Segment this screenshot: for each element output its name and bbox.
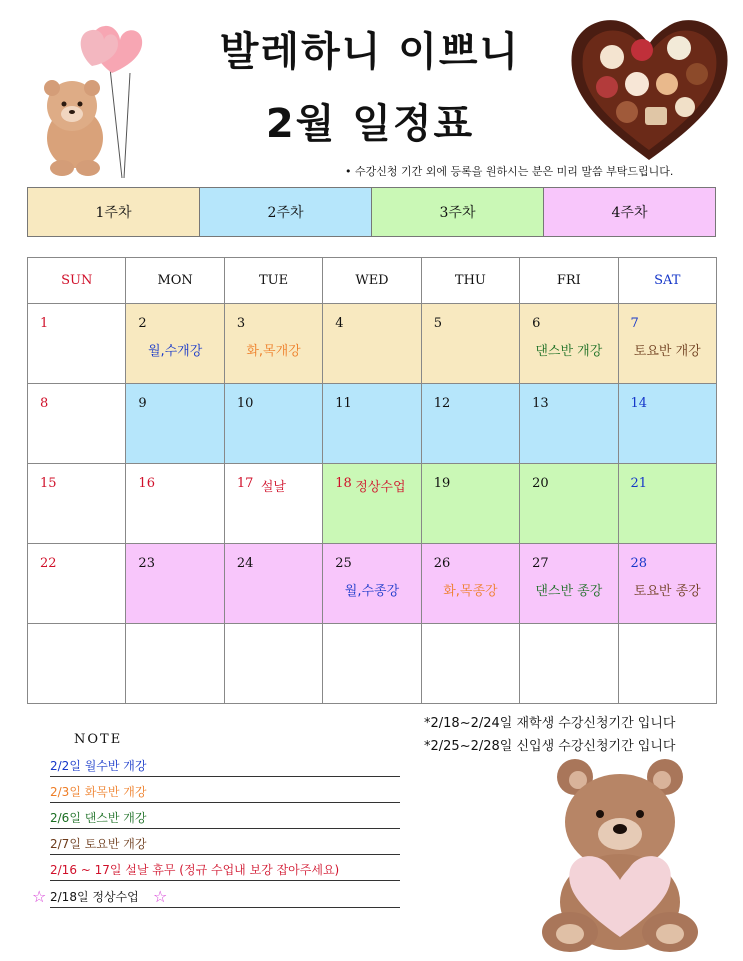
page-subtitle: 2월 일정표 xyxy=(265,101,475,147)
day-cell xyxy=(520,304,618,384)
day-event: 정상수업 xyxy=(355,480,406,495)
day-cell xyxy=(126,464,224,544)
day-cell xyxy=(520,384,618,464)
note-line: 2/7일 토요반 개강 xyxy=(50,834,400,855)
day-number: 19 xyxy=(433,476,451,491)
week-label-2: 2주차 xyxy=(200,188,372,236)
day-event: 토요반 개강 xyxy=(633,344,701,359)
day-number: 25 xyxy=(335,556,352,571)
footnote-returning: *2/18~2/24일 재학생 수강신청기간 입니다 xyxy=(424,716,676,731)
day-cell xyxy=(126,544,224,624)
day-number: 2 xyxy=(138,316,147,331)
footnote-new: *2/25~2/28일 신입생 수강신청기간 입니다 xyxy=(424,739,676,754)
day-event: 월,수개강 xyxy=(147,344,203,359)
day-number: 9 xyxy=(138,396,147,411)
day-number: 7 xyxy=(630,316,639,331)
calendar-week-row xyxy=(28,544,717,624)
chocolate-box-illustration xyxy=(567,12,732,162)
day-number: 15 xyxy=(40,476,57,491)
day-cell xyxy=(520,544,618,624)
day-cell xyxy=(323,304,421,384)
day-cell xyxy=(421,624,519,704)
day-number: 27 xyxy=(532,556,549,571)
day-number: 11 xyxy=(335,396,352,411)
day-cell xyxy=(28,544,126,624)
week-label-4: 4주차 xyxy=(544,188,715,236)
star-icon: ☆ xyxy=(32,887,47,906)
day-cell xyxy=(28,384,126,464)
note-line-last xyxy=(50,887,400,908)
day-number: 12 xyxy=(433,396,451,411)
note-title: NOTE xyxy=(74,732,123,747)
day-event: 설날 xyxy=(260,480,286,495)
calendar-week-row xyxy=(28,464,717,544)
week-label-1: 1주차 xyxy=(28,188,200,236)
day-cell xyxy=(520,464,618,544)
weekday-header: SUN xyxy=(28,258,126,304)
day-number: 17 xyxy=(236,476,254,491)
note-line: 2/2일 월수반 개강 xyxy=(50,756,400,777)
star-icon: ☆ xyxy=(153,887,168,906)
day-cell xyxy=(224,384,322,464)
day-number: 6 xyxy=(532,316,541,331)
day-cell xyxy=(323,624,421,704)
day-cell xyxy=(126,624,224,704)
day-cell xyxy=(126,384,224,464)
day-cell xyxy=(421,464,519,544)
week-label-3: 3주차 xyxy=(372,188,544,236)
note-text: 2/18일 정상수업 xyxy=(50,890,139,904)
day-cell xyxy=(323,464,421,544)
day-number: 28 xyxy=(630,556,648,571)
day-cell xyxy=(28,304,126,384)
day-number: 22 xyxy=(40,556,57,571)
day-event: 댄스반 종강 xyxy=(535,584,603,599)
note-line: 2/6일 댄스반 개강 xyxy=(50,808,400,829)
day-cell xyxy=(28,464,126,544)
day-cell xyxy=(421,304,519,384)
day-cell xyxy=(618,624,716,704)
day-cell xyxy=(224,464,322,544)
day-number: 3 xyxy=(236,316,246,331)
day-cell xyxy=(224,304,322,384)
calendar-week-row xyxy=(28,304,717,384)
day-number: 5 xyxy=(433,316,442,331)
day-event: 화,목종강 xyxy=(443,584,498,599)
day-cell xyxy=(618,544,716,624)
day-number: 13 xyxy=(532,396,549,411)
calendar-week-row xyxy=(28,624,717,704)
note-line: 2/16 ~ 17일 설날 휴무 (정규 수업내 보강 잡아주세요) xyxy=(50,860,400,881)
day-number: 8 xyxy=(40,396,49,411)
weekday-header: FRI xyxy=(520,258,618,304)
day-number: 10 xyxy=(236,396,254,411)
day-number: 20 xyxy=(532,476,549,491)
day-cell xyxy=(421,544,519,624)
weekday-header: MON xyxy=(126,258,224,304)
day-number: 4 xyxy=(335,316,344,331)
day-number: 26 xyxy=(433,556,451,571)
day-number: 14 xyxy=(630,396,648,411)
day-event: 댄스반 개강 xyxy=(535,344,603,359)
teddy-bear-heart-illustration xyxy=(530,752,710,957)
weekday-header: SAT xyxy=(618,258,716,304)
day-cell xyxy=(323,544,421,624)
day-cell xyxy=(618,464,716,544)
day-number: 24 xyxy=(236,556,254,571)
day-cell xyxy=(618,384,716,464)
day-cell xyxy=(520,624,618,704)
day-number: 1 xyxy=(40,316,49,331)
day-number: 23 xyxy=(138,556,155,571)
day-cell xyxy=(224,624,322,704)
weekday-header-row xyxy=(28,258,717,304)
day-number: 18 xyxy=(335,476,352,491)
notice-text: • 수강신청 기간 외에 등록을 원하시는 분은 미리 말씀 부탁드립니다. xyxy=(345,165,674,178)
page-title: 발레하니 이쁘니 xyxy=(219,29,521,75)
week-legend xyxy=(27,187,716,237)
day-number: 21 xyxy=(630,476,648,491)
day-number: 16 xyxy=(138,476,155,491)
day-cell xyxy=(126,304,224,384)
note-line: 2/3일 화목반 개강 xyxy=(50,782,400,803)
day-cell xyxy=(323,384,421,464)
day-cell xyxy=(421,384,519,464)
day-cell xyxy=(224,544,322,624)
day-cell xyxy=(28,624,126,704)
day-event: 월,수종강 xyxy=(344,584,400,599)
teddy-bear-balloons-illustration xyxy=(30,18,155,188)
day-event: 화,목개강 xyxy=(246,344,301,359)
weekday-header: WED xyxy=(323,258,421,304)
calendar-week-row xyxy=(28,384,717,464)
weekday-header: THU xyxy=(421,258,519,304)
day-cell xyxy=(618,304,716,384)
weekday-header: TUE xyxy=(224,258,322,304)
calendar-table xyxy=(27,257,717,704)
day-event: 토요반 종강 xyxy=(633,584,701,599)
